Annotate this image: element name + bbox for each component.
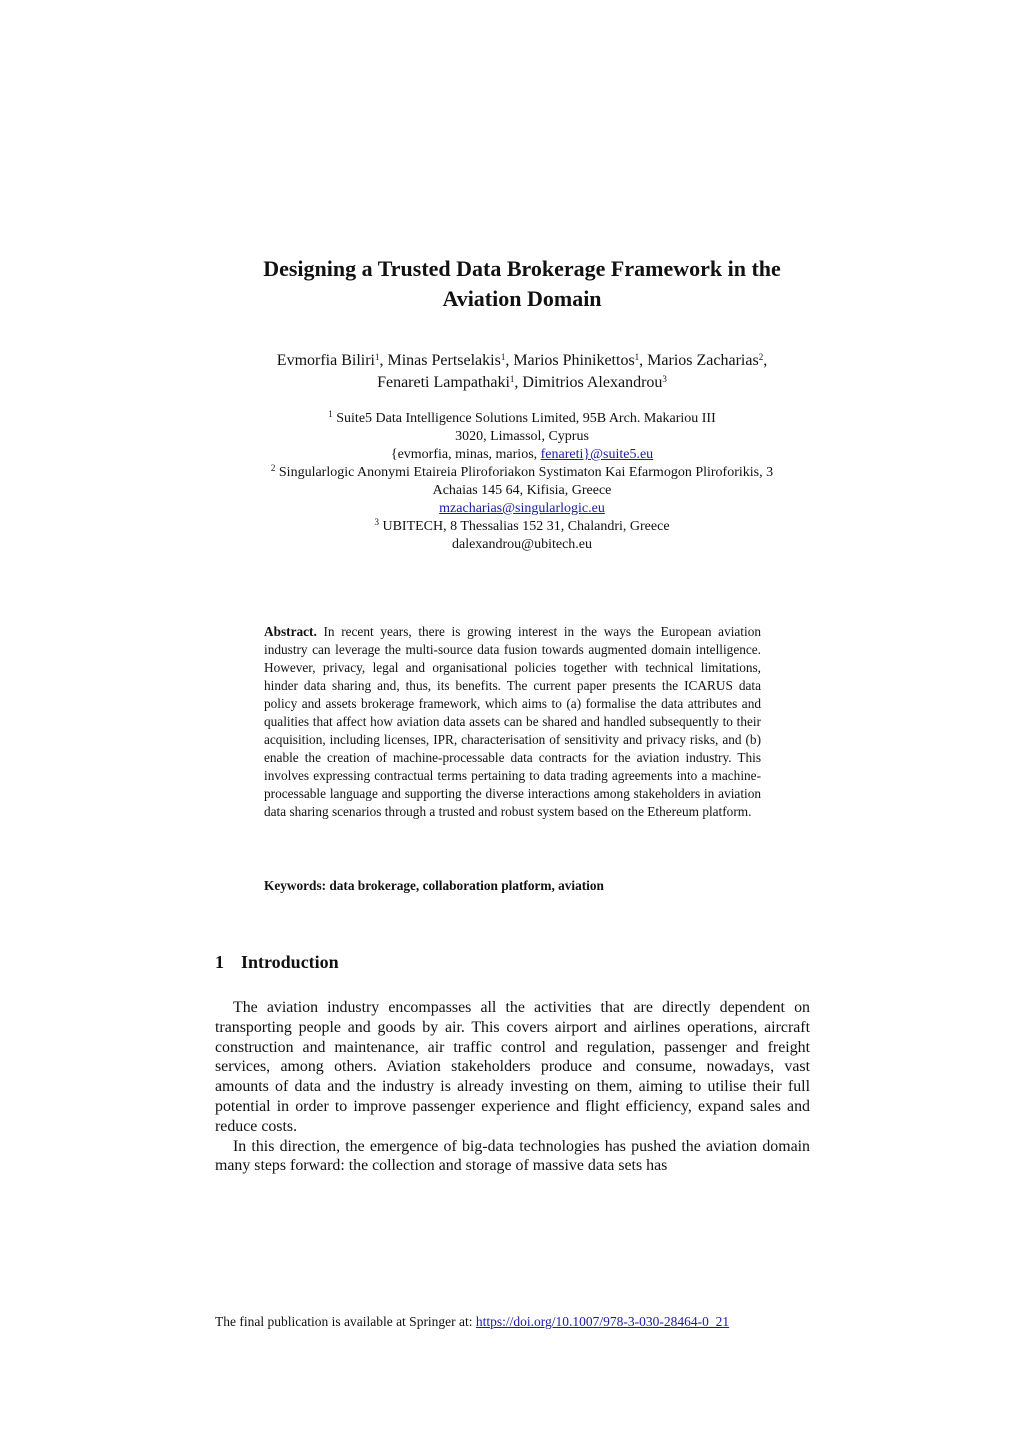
author-name: Evmorfia Biliri <box>276 352 375 369</box>
author-affil-mark: 3 <box>662 374 667 384</box>
affil-mark: 1 <box>328 409 333 419</box>
title-line-1: Designing a Trusted Data Brokerage Framework in the <box>263 256 781 281</box>
author-separator: , <box>379 352 388 369</box>
author-affil-mark: 1 <box>509 374 515 384</box>
affiliation-text: UBITECH, 8 Thessalias 152 31, Chalandri, Greece <box>382 519 670 534</box>
abstract <box>264 623 761 821</box>
email-link-suite5[interactable]: fenareti}@suite5.eu <box>540 447 654 462</box>
affiliation-3-email: dalexandrou@ubitech.eu <box>451 537 592 552</box>
email-link-singularlogic[interactable]: mzacharias@singularlogic.eu <box>439 501 605 516</box>
body-text <box>215 998 810 1176</box>
title-line-2: Aviation Domain <box>442 286 602 311</box>
paragraph: In this direction, the emergence of big-data technologies has pushed the aviation domain many steps forward: the collection and storage of massive data sets has <box>215 1137 810 1175</box>
affiliation-1-line-1 <box>150 410 894 428</box>
footer-text: The final publication is available at Springer at: <box>215 1314 476 1329</box>
affiliation-1-emails <box>150 446 894 464</box>
section-number: 1 <box>215 952 224 972</box>
affiliation-3-line-1 <box>150 518 894 536</box>
author-affil-mark: 1 <box>500 352 506 362</box>
paper-title <box>150 254 894 314</box>
affiliation-text: Singularlogic Anonymi Etaireia Pliroforiakon Systimaton Kai Efarmogon Pliroforikis, 3 <box>278 465 774 480</box>
author-affil-mark: 1 <box>375 352 380 362</box>
author-name: Fenareti Lampathaki <box>377 374 510 391</box>
author-list <box>150 350 894 394</box>
publication-footer <box>215 1313 729 1331</box>
author-name: Marios Phinikettos <box>513 352 635 369</box>
section-title: Introduction <box>241 952 339 972</box>
affiliation-2-line-2: Achaias 145 64, Kifisia, Greece <box>432 483 612 498</box>
author-separator: , <box>639 352 648 369</box>
affiliation-2-email <box>150 500 894 518</box>
email-prefix: {evmorfia, minas, marios, <box>390 447 541 462</box>
author-name: Marios Zacharias <box>647 352 759 369</box>
paragraph: The aviation industry encompasses all the activities that are directly dependent on transporting people and goods by air. This covers airport and airlines operations, aircraft construction and maintenance, air traffic control and regulation, passenger and freight services, among others. Aviation stakeholders produce and consume, nowadays, vast amounts of data and the industry is already investing on them, aiming to utilise their full potential in order to improve passenger experience and flight efficiency, expand sales and reduce costs. <box>215 999 810 1135</box>
author-separator: , <box>763 352 768 369</box>
author-separator: , <box>505 352 514 369</box>
affiliations <box>150 410 894 554</box>
affiliation-text: Suite5 Data Intelligence Solutions Limited, 95B Arch. Makariou III <box>336 411 716 426</box>
abstract-label: Abstract. <box>264 624 317 639</box>
affiliation-1-line-2: 3020, Limassol, Cyprus <box>455 429 589 444</box>
affiliation-2-line-1 <box>150 464 894 482</box>
keywords: Keywords: data brokerage, collaboration platform, aviation <box>264 878 604 893</box>
author-separator: , <box>514 374 523 391</box>
author-affil-mark: 1 <box>634 352 640 362</box>
abstract-text: In recent years, there is growing interest in the ways the European aviation industry can leverage the multi-source data fusion towards augmented domain intelligence. However, privacy, legal and organisational policies together with technical limitations, hinder data sharing and, thus, its benefits. The current paper presents the ICARUS data policy and assets brokerage framework, which aims to (a) formalise the data attributes and qualities that affect how aviation data assets can be shared and handled subsequently to their acquisition, including licenses, IPR, characterisation of sensitivity and privacy risks, and (b) enable the creation of machine-processable data contracts for the aviation industry. This involves expressing contractual terms pertaining to data trading agreements into a machine-processable language and supporting the diverse interactions among stakeholders in aviation data sharing scenarios through a trusted and robust system based on the Ethereum platform. <box>264 624 761 819</box>
affil-mark: 3 <box>374 517 379 527</box>
doi-link[interactable]: https://doi.org/10.1007/978-3-030-28464-0_21 <box>475 1314 730 1329</box>
author-name: Minas Pertselakis <box>387 352 501 369</box>
author-name: Dimitrios Alexandrou <box>522 374 663 391</box>
section-heading <box>215 950 339 974</box>
author-affil-mark: 2 <box>758 352 764 362</box>
affil-mark: 2 <box>270 463 276 473</box>
